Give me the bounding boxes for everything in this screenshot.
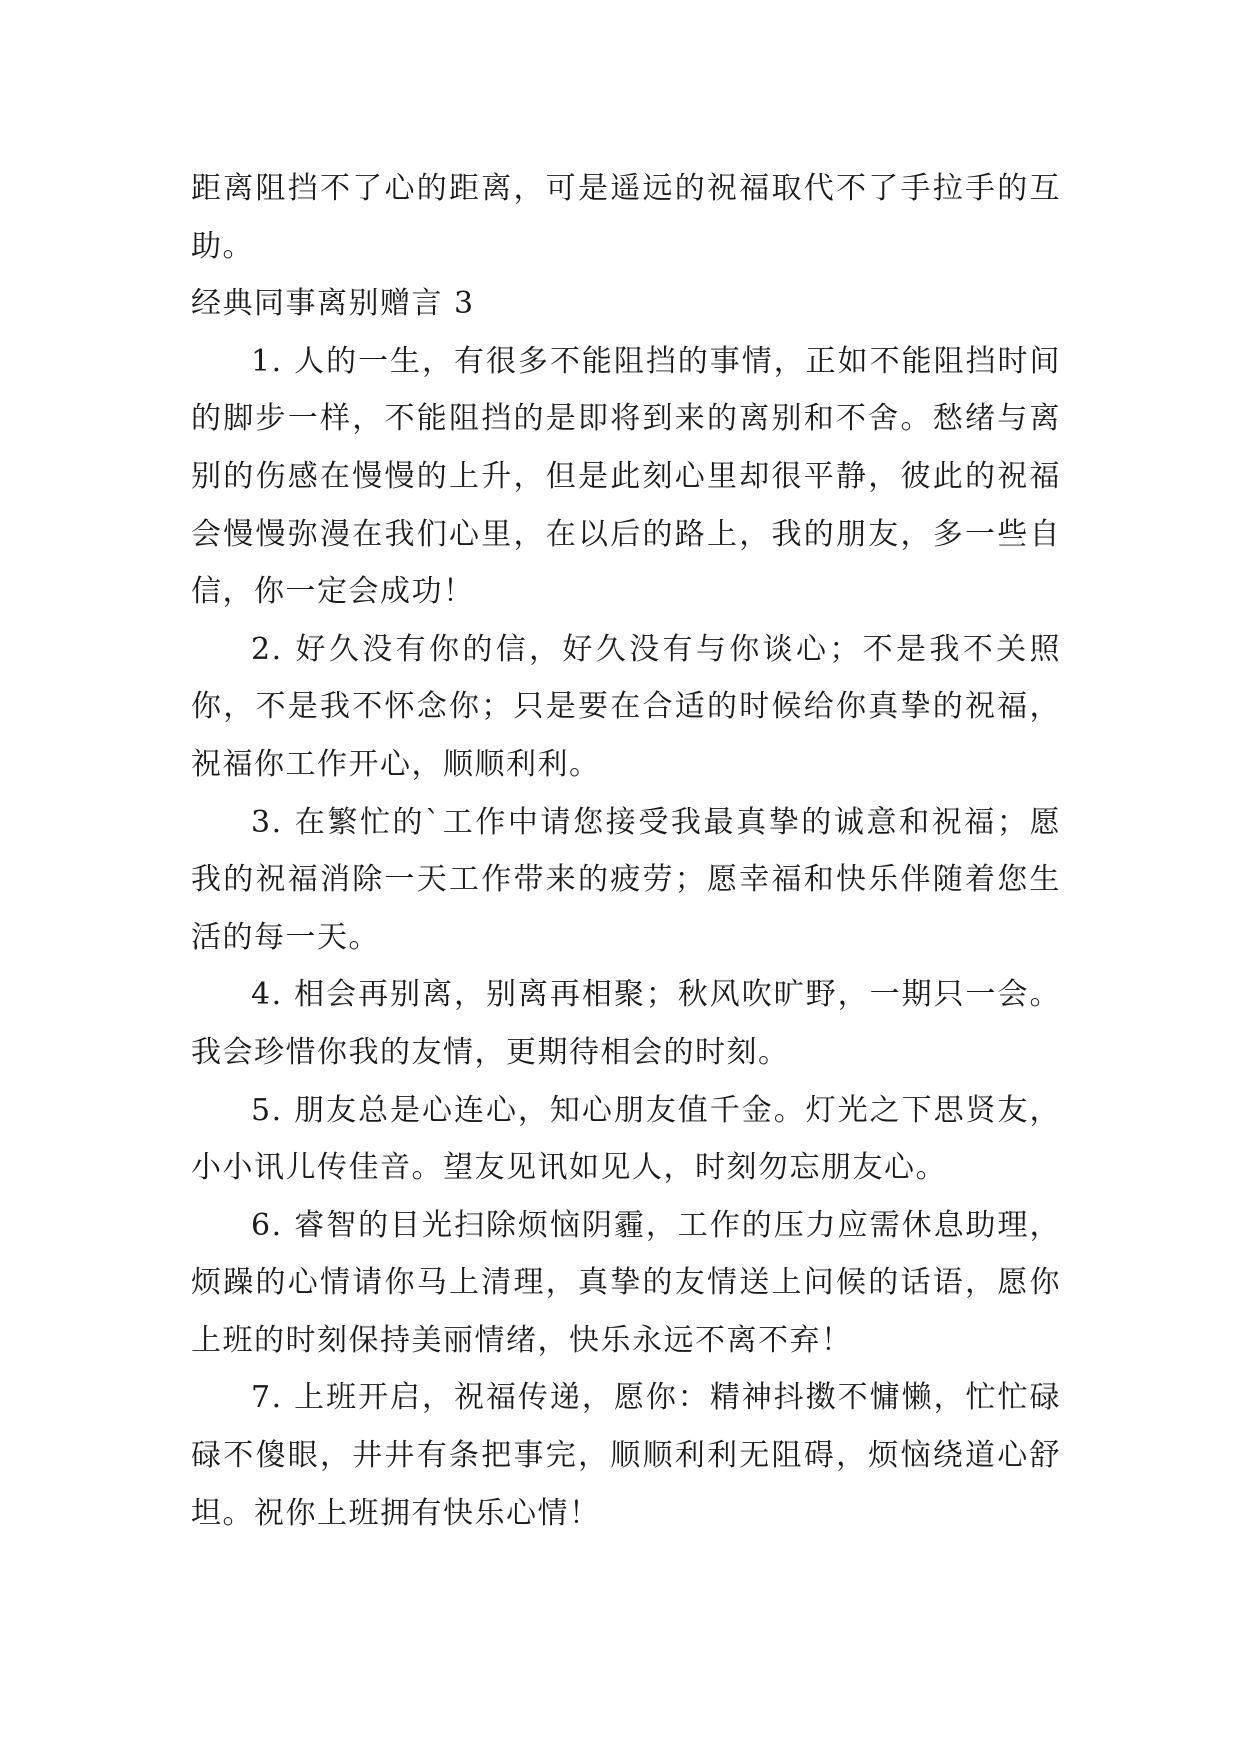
list-item: 2. 好久没有你的信，好久没有与你谈心；不是我不关照你，不是我不怀念你；只是要在合适的时候给你真挚的祝福，祝福你工作开心，顺顺利利。 xyxy=(191,631,1061,782)
section-title: 经典同事离别赠言 3 xyxy=(191,286,475,322)
document-body xyxy=(191,160,1061,1542)
lead-paragraph: 距离阻挡不了心的距离，可是遥远的祝福取代不了手拉手的互助。 xyxy=(191,171,1061,264)
list-item: 3. 在繁忙的`工作中请您接受我最真挚的诚意和祝福；愿我的祝福消除一天工作带来的疲劳；愿幸福和快乐伴随着您生活的每一天。 xyxy=(191,804,1061,955)
list-item: 1. 人的一生，有很多不能阻挡的事情，正如不能阻挡时间的脚步一样，不能阻挡的是即将到来的离别和不舍。愁绪与离别的伤感在慢慢的上升，但是此刻心里却很平静，彼此的祝福会慢慢弥漫在我们心里，在以后的路上，我的朋友，多一些自信，你一定会成功！ xyxy=(191,343,1061,610)
list-item: 7. 上班开启，祝福传递，愿你：精神抖擞不慵懒，忙忙碌碌不傻眼，井井有条把事完，顺顺利利无阻碍，烦恼绕道心舒坦。祝你上班拥有快乐心情！ xyxy=(191,1380,1061,1531)
list-item: 5. 朋友总是心连心，知心朋友值千金。灯光之下思贤友，小小讯儿传佳音。望友见讯如见人，时刻勿忘朋友心。 xyxy=(191,1092,1061,1186)
list-item: 6. 睿智的目光扫除烦恼阴霾，工作的压力应需休息助理，烦躁的心情请你马上清理，真挚的友情送上问候的话语，愿你上班的时刻保持美丽情绪，快乐永远不离不弃！ xyxy=(191,1207,1061,1358)
list-item: 4. 相会再别离，别离再相聚；秋风吹旷野，一期只一会。我会珍惜你我的友情，更期待相会的时刻。 xyxy=(191,977,1061,1070)
